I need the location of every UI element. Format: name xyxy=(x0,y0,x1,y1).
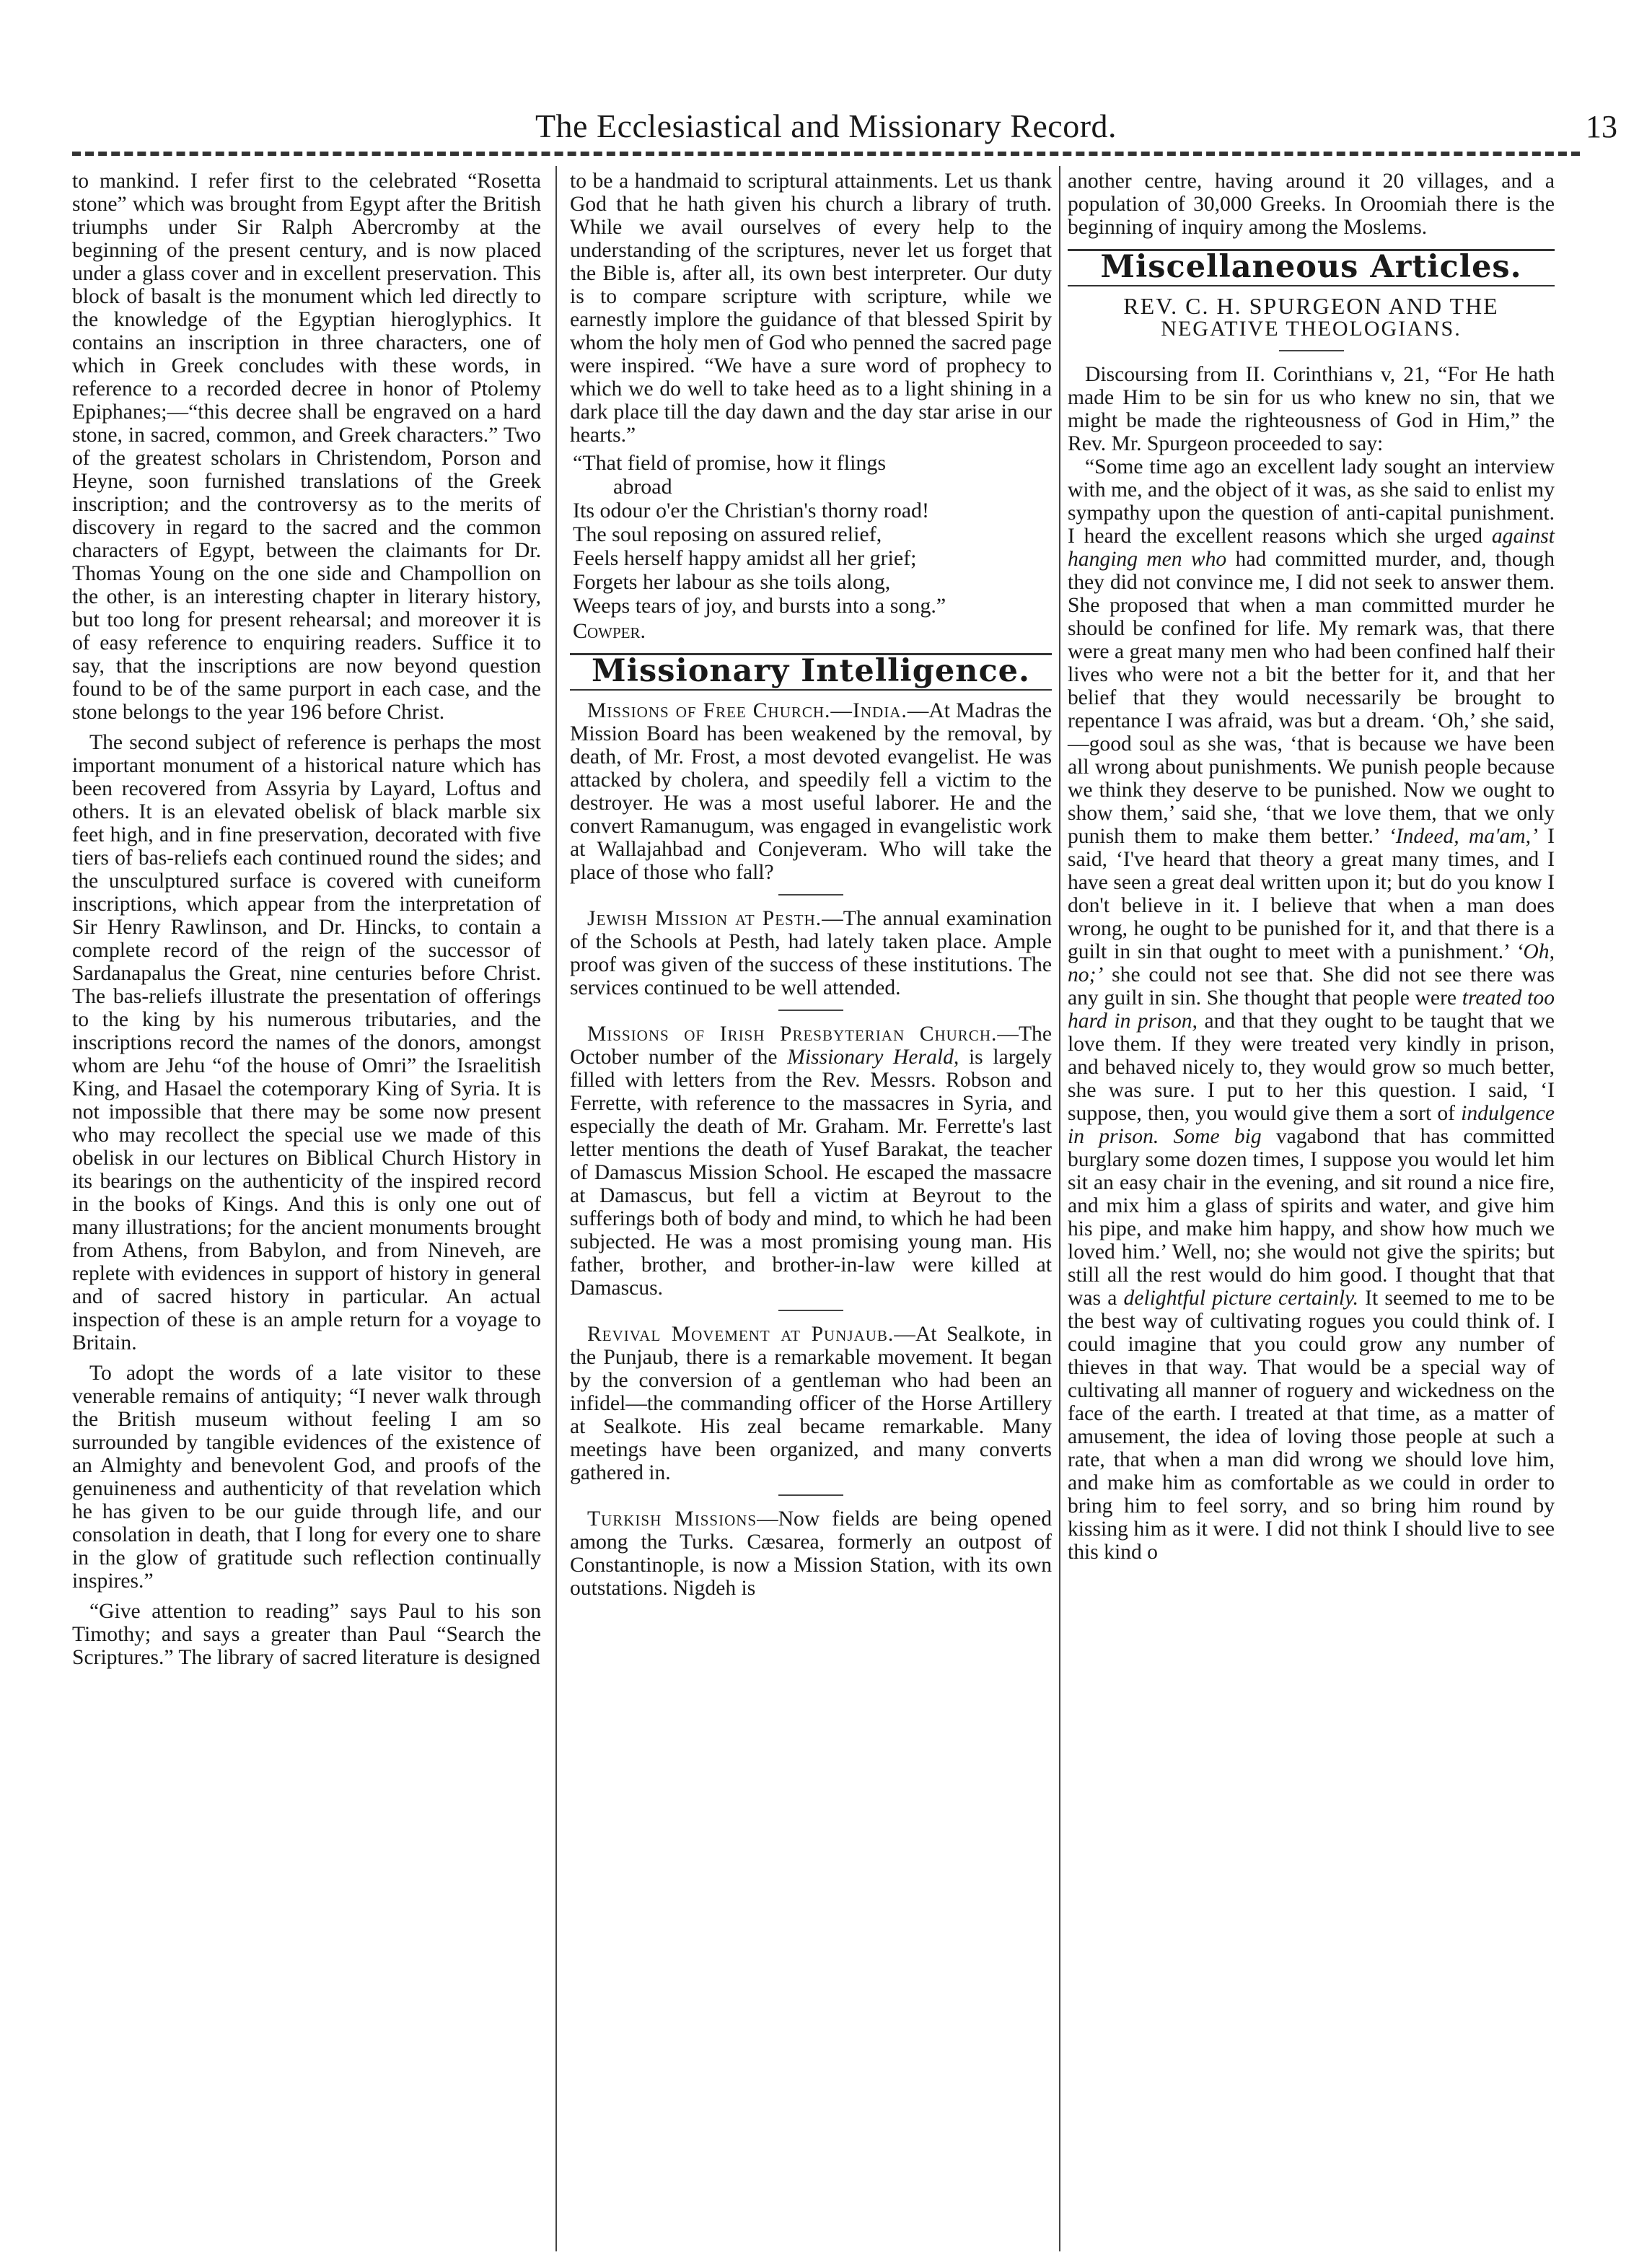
item-heading: Missions of Free Church.—India. xyxy=(587,699,908,722)
item-italic: Missionary Herald, xyxy=(787,1046,959,1069)
article-title xyxy=(1068,295,1555,340)
news-item xyxy=(570,1323,1052,1484)
item-body: is largely filled with letters from the Rev. Messrs. Robson and Ferrette, with reference to the massacres in Syria, and especially the death of Mr. Graham. Mr. Ferrette's last letter mentions the death of Yusef Barakat, the teacher of Damascus Mission School. He escaped the massacre at Damascus, but fell a victim at Beyrout to the sufferings both of body and mind, to which he had been subjected. He was a most promising young man. His father, brother, and brother-in-law were killed at Damascus. xyxy=(570,1046,1053,1300)
separator-rule xyxy=(778,894,843,896)
column-divider xyxy=(555,166,557,2251)
item-body: —The October number of the xyxy=(570,1023,1052,1069)
poem-line: “That field of promise, how it flings xyxy=(573,451,887,475)
poem-line: abroad xyxy=(613,475,672,499)
text-run: I said, ‘I've heard that theory a great many times, and I have seen a great deal written upon it; but do you know I don't believe in it. I believe that when a man does wrong, he ought to be punished for it, and that there is a guilt in sin that ought to meet with a punishment.’ xyxy=(1068,825,1555,963)
italic-run: against hanging men who xyxy=(1068,525,1555,571)
item-heading: Missions of Irish Presbyterian Church. xyxy=(587,1023,998,1046)
italic-run: ‘Oh, no;’ xyxy=(1068,940,1555,986)
paragraph: another centre, having around it 20 villages, and a population of 30,000 Greeks. In Oroomiah there is the beginning of inquiry among the Moslems. xyxy=(1068,170,1555,239)
paragraph xyxy=(1068,455,1555,1564)
poem xyxy=(570,451,1052,643)
news-item xyxy=(570,699,1052,884)
text-run: and that they ought to be taught that we love them. If they were treated very kindly in prison, and behaved nicely to, they would grow so much better, she was sure. I put to her this question. I said, ‘I suppose, then, you would give them a sort of xyxy=(1068,1010,1555,1125)
item-body: —At Sealkote, in the Punjaub, there is a remarkable movement. It began by the conversion of a gentleman who had been an infidel—the commanding officer of the Horse Artillery at Sealkote. His zeal became remarkable. Many meetings have been organized, and many converts gathered in. xyxy=(570,1323,1052,1484)
italic-run: treated too hard in prison, xyxy=(1068,986,1555,1033)
paragraph: Discoursing from II. Corinthians v, 21, “For He hath made Him to be sin for us who knew no sin, that we might be made the righteousness of God in Him,” the Rev. Mr. Spurgeon proceeded to say: xyxy=(1068,363,1555,455)
italic-run: delightful picture certainly. xyxy=(1123,1287,1358,1310)
poem-line: Forgets her labour as she toils along, xyxy=(573,570,891,594)
column-1 xyxy=(72,170,541,1669)
poem-author: Cowper. xyxy=(573,619,646,643)
text-run: vagabond that has committed burglary some dozen times, I suppose you would let him sit an easy chair in the evening, and sit round a nice fire, and mix him a glass of spirits and water, and give him his pipe, and make him happy, and show how much we loved him.’ Well, no; she would not give the spirits; but still all the rest would do him good. I thought that that was a xyxy=(1068,1125,1555,1310)
italic-run: ‘Indeed, ma'am,’ xyxy=(1388,825,1538,848)
text-run: had committed murder, and, though they did not convince me, I did not seek to answer them. She proposed that when a man committed murder he should be confined for life. My remark was, that there were a great many men who had been confined half their lives who were not a bit the better for it, and that her belief that they would necessarily be brought to repentance I was afraid, was but a dream. ‘Oh,’ she said,—good soul as she was, ‘that is because we have been all wrong about punishments. We punish people because we think they deserve to be punished. Now we ought to show them,’ said she, ‘that we love them, that we only punish them to make them better.’ xyxy=(1068,548,1555,848)
item-heading: Turkish Missions xyxy=(587,1507,757,1531)
text-run: “Some time ago an excellent lady sought an interview with me, and the object of it was, as she said to enlist my sympathy upon the question of anti-capital punishment. I heard the excellent reasons which she urged xyxy=(1068,455,1555,548)
column-2 xyxy=(570,170,1052,1600)
text-run: It seemed to me to be the best way of cultivating rogues you could think of. I could imagine that you could grow any number of thieves in that way. That would be a special way of cultivating all manner of roguery and wickedness on the face of the earth. I treated at that time, as a matter of amusement, the idea of loving those people at such a rate, that when a man did wrong we should love him, and make him as comfortable as we could in order to bring him to feel sorry, and so bring him round by kissing him as it were. I did not think I should live to see this kind o xyxy=(1068,1287,1555,1564)
section-title: Missionary Intelligence. xyxy=(592,653,1030,689)
separator-rule xyxy=(778,1494,843,1496)
item-heading: Revival Movement at Punjaub. xyxy=(587,1323,895,1346)
separator-rule xyxy=(778,1310,843,1311)
separator-rule xyxy=(778,1010,843,1011)
article-title-line: REV. C. H. SPURGEON AND THE xyxy=(1123,293,1499,319)
page-number: 13 xyxy=(1586,109,1617,144)
section-banner xyxy=(570,653,1052,691)
item-heading: Jewish Mission at Pesth. xyxy=(587,907,822,930)
poem-line: Feels herself happy amidst all her grief; xyxy=(573,546,917,570)
column-divider xyxy=(1059,166,1060,2251)
running-title: The Ecclesiastical and Missionary Record. xyxy=(535,108,1117,144)
column-3 xyxy=(1068,170,1555,1564)
item-body: —Now fields are being opened among the Turks. Cæsarea, formerly an outpost of Constantinople, is now a Mission Station, with its own outstations. Nigdeh is xyxy=(570,1507,1052,1600)
poem-line: The soul reposing on assured relief, xyxy=(573,522,882,546)
item-body: —The annual examination of the Schools at Pesth, had lately taken place. Ample proof was given of the success of these institutions. The services continued to be well attended. xyxy=(570,907,1053,999)
poem-line: Weeps tears of joy, and bursts into a song.” xyxy=(573,594,946,618)
poem-line: Its odour o'er the Christian's thorny road! xyxy=(573,499,930,522)
news-item xyxy=(570,1023,1052,1300)
section-banner xyxy=(1068,249,1555,286)
news-item xyxy=(570,907,1052,999)
section-title: Miscellaneous Articles. xyxy=(1100,249,1522,285)
separator-rule xyxy=(1279,350,1344,351)
paragraph: To adopt the words of a late visitor to these venerable remains of antiquity; “I never walk through the British museum without feeling I am so surrounded by tangible evidences of the existence of an Almighty and benevolent God, and proofs of the genuineness and authenticity of that revelation which he has given to be our guide through life, and our consolation in death, that I long for every one to share in the glow of gratitude such reflection continually inspires.” xyxy=(72,1362,541,1593)
italic-run: indulgence in prison. Some big xyxy=(1068,1102,1555,1148)
paragraph: “Give attention to reading” says Paul to his son Timothy; and says a greater than Paul “Search the Scriptures.” The library of sacred literature is designed xyxy=(72,1600,541,1669)
paragraph: The second subject of reference is perhaps the most important monument of a historical nature which has been recovered from Assyria by Layard, Loftus and others. It is an elevated obelisk of black marble six feet high, and in fine preservation, decorated with five tiers of bas-reliefs each continued round the sides; and the unsculptured surface is covered with cuneiform inscriptions, which appear from the interpretation of Sir Henry Rawlinson, and Dr. Hincks, to contain a complete record of the reign of the successor of Sardanapalus the Great, nine centuries before Christ. The bas-reliefs illustrate the presentation of offerings to the king by his numerous tributaries, and the inscriptions record the names of the donors, amongst whom are Jehu “of the house of Omri” the Israelitish King, and Hasael the cotemporary King of Syria. It is not impossible that there may be some now present who may recollect the special use we made of this obelisk in our lectures on Biblical Church History in its bearings on the authenticity of the inspired record in the books of Kings. And this is only one out of many illustrations; for the ancient monuments brought from Athens, from Babylon, and from Nineveh, are replete with evidences in support of history in general and of sacred history in particular. An actual inspection of these is an ample return for a voyage to Britain. xyxy=(72,731,541,1354)
text-run: she could not see that. She did not see there was any guilt in sin. She thought that people were xyxy=(1068,963,1555,1010)
item-body: —At Madras the Mission Board has been weakened by the removal, by death, of Mr. Frost, a most devoted evangelist. He was attacked by cholera, and speedily fell a victim to the destroyer. He was a most useful laborer. He and the convert Ramanugum, was engaged in evangelistic work at Wallajahbad and Conjeveram. Who will take the place of those who fall? xyxy=(570,699,1052,884)
header-rule xyxy=(72,152,1580,156)
article-title-line: NEGATIVE THEOLOGIANS. xyxy=(1161,317,1462,341)
paragraph: to mankind. I refer first to the celebrated “Rosetta stone” which was brought from Egypt after the British triumphs under Sir Ralph Abercromby at the beginning of the present century, and is now placed under a glass cover and in excellent preservation. This block of basalt is the monument which led directly to the knowledge of the Egyptian hieroglyphics. It contains an inscription in three characters, one of which in Greek concludes with these words, in reference to a recorded decree in honor of Ptolemy Epiphanes;—“this decree shall be engraved on a hard stone, in sacred, common, and Greek characters.” Two of the greatest scholars in Christendom, Porson and Heyne, soon furnished translations of the Greek inscription; and the controversy as to the merits of discovery in regard to the sacred and the common characters of Egypt, between the claimants for Dr. Thomas Young on the one side and Champollion on the other, is an interesting chapter in literary history, but too long for present rehearsal; and moreover it is of easy reference to enquiring readers. Suffice it to say, that the inscriptions are now beyond question found to be of the same purport in each case, and the stone belongs to the year 196 before Christ. xyxy=(72,170,541,724)
news-item xyxy=(570,1507,1052,1600)
paragraph: to be a handmaid to scriptural attainments. Let us thank God that he hath given his church a library of truth. While we avail ourselves of every help to the understanding of the scriptures, never let us forget that the Bible is, after all, its own best interpreter. Our duty is to compare scripture with scripture, while we earnestly implore the guidance of that blessed Spirit by whom the holy men of God who penned the sacred page were inspired. “We have a sure word of prophecy to which we do well to take heed as to a light shining in a dark place till the day dawn and the day star arise in our hearts.” xyxy=(570,170,1052,447)
